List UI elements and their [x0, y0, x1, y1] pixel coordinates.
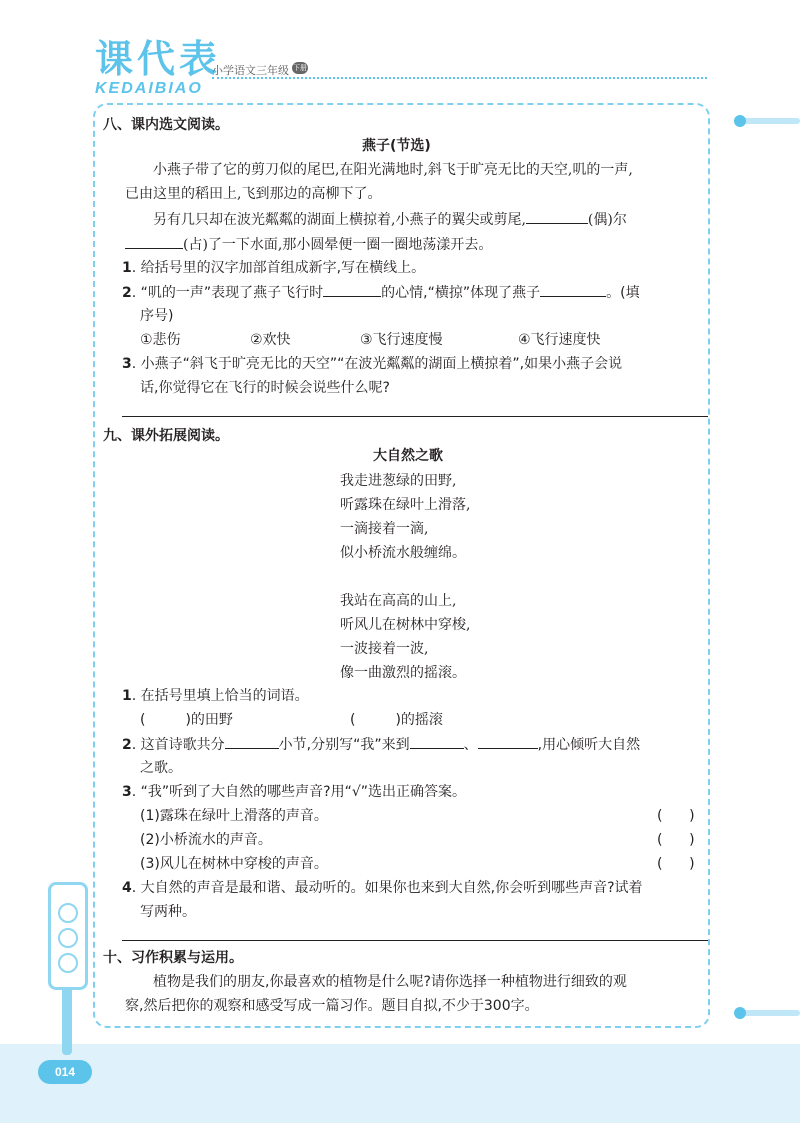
- answer-blank[interactable]: [323, 282, 381, 297]
- option: ②欢快: [250, 332, 291, 348]
- right-dot-top: [734, 115, 746, 127]
- poem-line: 像一曲激烈的摇滚。: [340, 665, 466, 681]
- check-box[interactable]: ( ): [657, 808, 695, 824]
- answer-blank[interactable]: [125, 234, 183, 249]
- poem-line: 一滴接着一滴,: [340, 521, 429, 537]
- fill-item: ( )的摇滚: [350, 712, 443, 728]
- question-2: 2. “叽的一声”表现了燕子飞行时 的心情,“横掠”体现了燕子 。(填: [122, 282, 640, 303]
- section10-heading: 十、习作积累与运用。: [103, 950, 243, 966]
- poem-line: 我站在高高的山上,: [340, 593, 457, 609]
- question-1: 1. 在括号里填上恰当的词语。: [122, 688, 309, 704]
- question-2-cont: 之歌。: [140, 760, 182, 776]
- answer-blank[interactable]: [478, 734, 538, 749]
- question-4-cont: 写两种。: [140, 904, 196, 920]
- poem-line: 一波接着一波,: [340, 641, 429, 657]
- section8-heading: 八、课内选文阅读。: [103, 117, 229, 133]
- option: ③飞行速度慢: [360, 332, 443, 348]
- brand-pinyin: KEDAIBIAO: [95, 80, 203, 97]
- header-dotted-line: [212, 77, 707, 79]
- right-tab-top: [738, 118, 800, 124]
- footer-band: [0, 1044, 800, 1123]
- grade-label: 小学语文三年级: [212, 64, 289, 77]
- poem-line: 听露珠在绿叶上滑落,: [340, 497, 471, 513]
- question-3-cont: 话,你觉得它在飞行的时候会说些什么呢?: [140, 380, 390, 396]
- check-box[interactable]: ( ): [657, 832, 695, 848]
- poem-line: 听风儿在树林中穿梭,: [340, 617, 471, 633]
- answer-line[interactable]: [122, 940, 708, 941]
- choice-item: (1)露珠在绿叶上滑落的声音。: [140, 808, 328, 824]
- prompt-line: 植物是我们的朋友,你最喜欢的植物是什么呢?请你选择一种植物进行细致的观: [153, 974, 627, 990]
- volume-badge: 下册: [293, 64, 307, 72]
- question-2-cont: 序号): [140, 308, 174, 324]
- light-circle-1: [58, 903, 78, 923]
- traffic-light-panel: [48, 882, 88, 990]
- answer-blank[interactable]: [540, 282, 606, 297]
- answer-blank[interactable]: [225, 734, 279, 749]
- check-box[interactable]: ( ): [657, 856, 695, 872]
- page-number: 014: [38, 1060, 92, 1084]
- poem-line: 我走进葱绿的田野,: [340, 473, 457, 489]
- option: ①悲伤: [140, 332, 181, 348]
- poem-title: 大自然之歌: [373, 448, 443, 464]
- section9-heading: 九、课外拓展阅读。: [103, 428, 229, 444]
- option: ④飞行速度快: [518, 332, 601, 348]
- choice-item: (3)风儿在树林中穿梭的声音。: [140, 856, 328, 872]
- passage-line: 已由这里的稻田上,飞到那边的高柳下了。: [125, 186, 382, 202]
- choice-item: (2)小桥流水的声音。: [140, 832, 272, 848]
- section8-title: 燕子(节选): [362, 138, 431, 154]
- answer-blank[interactable]: [410, 734, 464, 749]
- passage-line: 另有几只却在波光粼粼的湖面上横掠着,小燕子的翼尖或剪尾, (偶)尔: [153, 209, 627, 230]
- passage-line: (占)了一下水面,那小圆晕便一圈一圈地荡漾开去。: [125, 234, 492, 255]
- question-3: 3. “我”听到了大自然的哪些声音?用“√”选出正确答案。: [122, 784, 467, 800]
- prompt-line: 察,然后把你的观察和感受写成一篇习作。题目自拟,不少于300字。: [125, 998, 539, 1014]
- question-2: 2. 这首诗歌共分 小节,分别写“我”来到 、 ,用心倾听大自然: [122, 734, 640, 755]
- question-1: 1. 给括号里的汉字加部首组成新字,写在横线上。: [122, 260, 426, 276]
- answer-line[interactable]: [122, 416, 708, 417]
- poem-line: 似小桥流水般缠绵。: [340, 545, 466, 561]
- question-3: 3. 小燕子“斜飞于旷亮无比的天空”“在波光粼粼的湖面上横掠着”,如果小燕子会说: [122, 356, 623, 372]
- passage-line: 小燕子带了它的剪刀似的尾巴,在阳光满地时,斜飞于旷亮无比的天空,叽的一声,: [153, 162, 633, 178]
- light-circle-2: [58, 928, 78, 948]
- fill-item: ( )的田野: [140, 712, 233, 728]
- answer-blank[interactable]: [526, 209, 588, 224]
- right-dot-bottom: [734, 1007, 746, 1019]
- light-circle-3: [58, 953, 78, 973]
- brand-title: 课代表: [95, 37, 222, 81]
- question-4: 4. 大自然的声音是最和谐、最动听的。如果你也来到大自然,你会听到哪些声音?试着: [122, 880, 643, 896]
- right-tab-bottom: [738, 1010, 800, 1016]
